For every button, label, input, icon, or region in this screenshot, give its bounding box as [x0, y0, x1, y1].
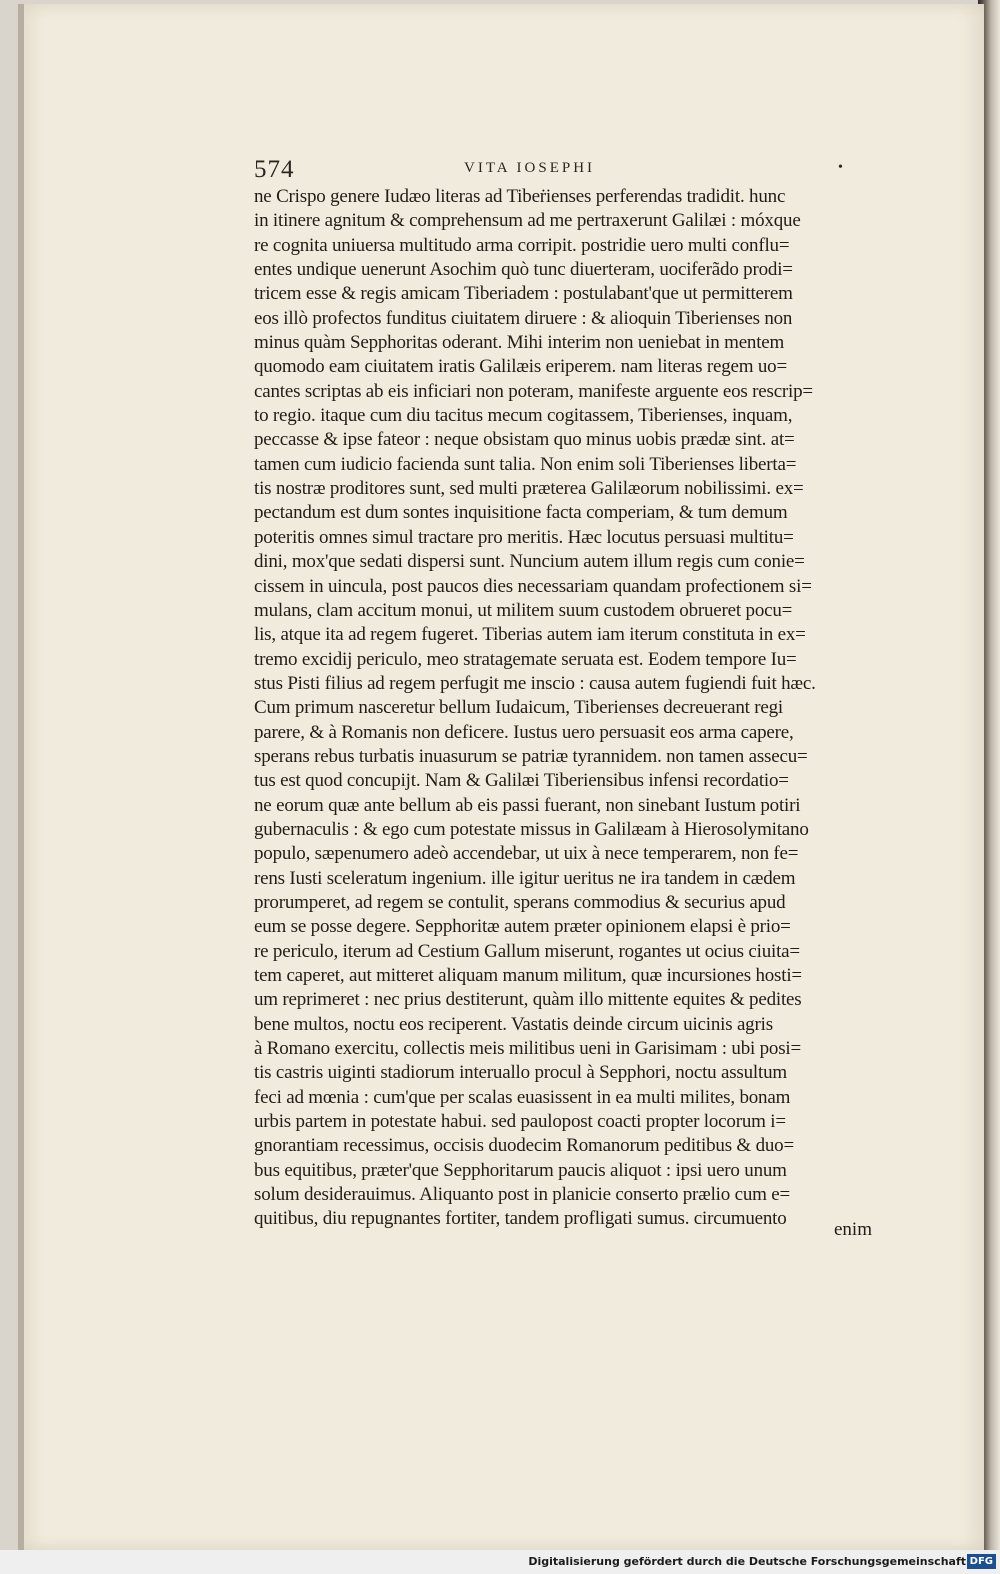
text-line: à Romano exercitu, collectis meis militibus ueni in Garisimam : ubi posi=	[254, 1038, 802, 1060]
ornament-mark: •	[838, 160, 843, 175]
text-line: populo, sæpenumero adeò accendebar, ut uix à nece temperarem, non fe=	[254, 843, 799, 865]
text-line: in itinere agnitum & comprehensum ad me pertraxerunt Galilæi : móxque	[254, 210, 801, 232]
text-line: cantes scriptas ab eis inficiari non poteram, manifeste arguente eos rescrip=	[254, 380, 813, 402]
page-number: 574	[254, 156, 295, 183]
text-line: solum desiderauimus. Aliquanto post in planicie conserto prælio cum e=	[254, 1184, 791, 1206]
text-line: re cognita uniuersa multitudo arma corripit. postridie uero multi conflu=	[254, 234, 790, 256]
text-line: eos illò profectos funditus ciuitatem diruere : & alioquin Tiberienses non	[254, 307, 793, 329]
text-line: ne eorum quæ ante bellum ab eis passi fuerant, non sinebant Iustum potiri	[254, 794, 801, 816]
dfg-logo: DFG	[967, 1554, 996, 1569]
text-line: bene multos, noctu eos reciperent. Vastatis deinde circum uicinis agris	[254, 1013, 773, 1035]
digitization-footer	[0, 1550, 1000, 1574]
text-line: tamen cum iudicio facienda sunt talia. Non enim soli Tiberienses liberta=	[254, 453, 797, 475]
running-title: VITA IOSEPHI	[464, 160, 596, 176]
text-line: tem caperet, aut mitteret aliquam manum militum, quæ incursiones hosti=	[254, 965, 802, 986]
text-line: gnorantiam recessimus, occisis duodecim Romanorum peditibus & duo=	[254, 1135, 794, 1157]
catchword: enim	[834, 1219, 872, 1240]
funding-credit: Digitalisierung gefördert durch die Deutsche Forschungsgemeinschaft	[528, 1555, 966, 1568]
text-line: quomodo eam ciuitatem iratis Galilæis eriperem. nam literas regem uo=	[254, 356, 787, 378]
text-line: lis, atque ita ad regem fugeret. Tiberias autem iam iterum constituta in ex=	[254, 624, 806, 646]
text-line: re periculo, iterum ad Cestium Gallum miserunt, rogantes ut ocius ciuita=	[254, 940, 800, 962]
text-line: eum se posse degere. Sepphoritæ autem præter opinionem elapsi è prio=	[254, 916, 791, 938]
text-line: rens Iusti sceleratum ingenium. ille igitur ueritus ne ira tandem in cædem	[254, 867, 796, 889]
text-line: quitibus, diu repugnantes fortiter, tandem profligati sumus. circumuento	[254, 1208, 787, 1230]
text-line: parere, & à Romanis non deficere. Iustus uero persuasit eos arma capere,	[254, 721, 794, 743]
page-header	[254, 156, 860, 186]
text-line: minus quàm Sepphoritas oderant. Mihi interim non ueniebat in mentem	[254, 332, 785, 354]
text-line: tremo excidij periculo, meo stratagemate seruata est. Eodem tempore Iu=	[254, 648, 797, 670]
text-line: tricem esse & regis amicam Tiberiadem : postulabant'que ut permitterem	[254, 283, 793, 305]
text-line: urbis partem in potestate habui. sed paulopost coacti propter locorum i=	[254, 1111, 786, 1133]
text-line: prorumperet, ad regem se contulit, sperans commodius & securius apud	[254, 891, 786, 913]
text-line: cissem in uincula, post paucos dies necessariam quandam profectionem si=	[254, 575, 812, 597]
text-line: tus est quod concupijt. Nam & Galilæi Tiberiensibus infensi recordatio=	[254, 770, 789, 792]
text-line: pectandum est dum sontes inquisitione facta comperiam, & tum demum	[254, 502, 788, 524]
text-line: Cum primum nasceretur bellum Iudaicum, Tiberienses decreuerant regi	[254, 697, 784, 719]
text-line: tis castris uiginti stadiorum interuallo procul à Sepphori, noctu assultum	[254, 1062, 787, 1084]
text-line: to regio. itaque cum diu tacitus mecum cogitassem, Tiberienses, inquam,	[254, 405, 793, 427]
body-text	[254, 185, 890, 1232]
text-line: ne Crispo genere Iudæo literas ad Tibeṙienses perferendas tradidit. hunc	[254, 186, 786, 207]
text-line: peccasse & ipse fateor : neque obsistam quo minus uobis prædæ sint. at=	[254, 429, 795, 451]
text-line: um reprimeret : nec prius destiterunt, quàm illo mittente equites & pedites	[254, 989, 802, 1011]
text-line: stus Pisti filius ad regem perfugit me inscio : causa autem fugiendi fuit hæc.	[254, 672, 816, 694]
text-line: poteritis omnes simul tractare pro meritis. Hæc locutus persuasi multitu=	[254, 526, 794, 548]
text-line: dini, mox'que sedati dispersi sunt. Nuncium autem illum regis cum conie=	[254, 551, 805, 573]
text-line: tis nostræ proditores sunt, sed multi præterea Galilæorum nobilissimi. ex=	[254, 478, 804, 500]
text-line: bus equitibus, præter'que Sepphoritarum paucis aliquot : ipsi uero unum	[254, 1159, 787, 1181]
text-line: entes undique uenerunt Asochim quò tunc diuerteram, uociferãdo prodi=	[254, 259, 793, 281]
text-line: gubernaculis : & ego cum potestate missus in Galilæam à Hierosolymitano	[254, 818, 809, 840]
text-line: feci ad mœnia : cum'que per scalas euasissent in ea multi milites, bonam	[254, 1086, 791, 1108]
text-line: sperans rebus turbatis inuasurum se patriæ tyrannidem. non tamen assecu=	[254, 745, 808, 767]
text-line: mulans, clam accitum monui, ut militem suum custodem obrueret pocu=	[254, 599, 793, 621]
